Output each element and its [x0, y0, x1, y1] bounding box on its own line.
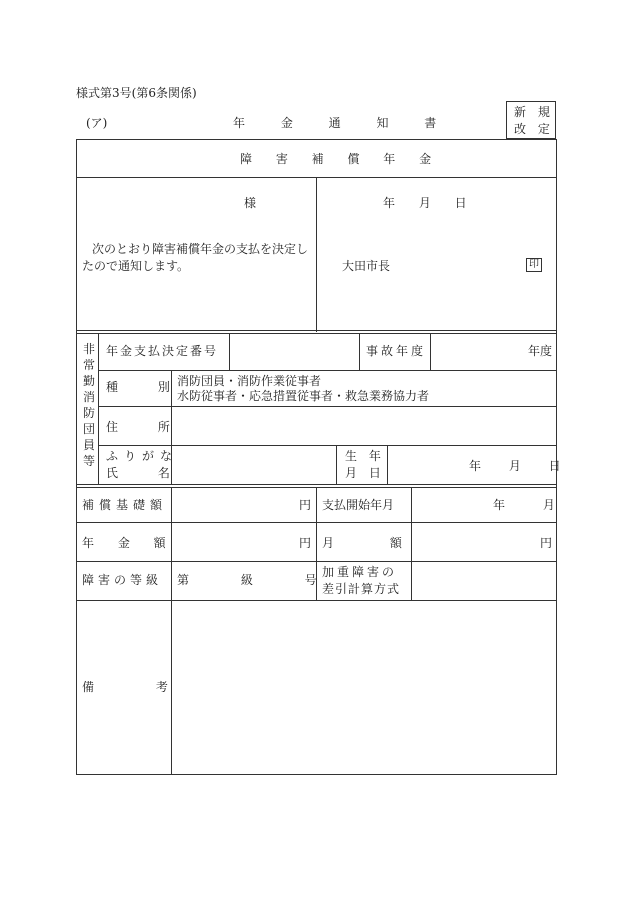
seal-mark: 印: [526, 258, 542, 272]
divider: [76, 484, 557, 485]
frame-left: [76, 139, 77, 774]
divider: [76, 522, 557, 523]
notice-date: 年 月 日: [383, 196, 467, 210]
base-amount-label: 補償基礎額: [82, 498, 168, 512]
divider: [411, 487, 412, 600]
divider: [430, 333, 431, 370]
divider: [229, 333, 230, 370]
divider: [387, 445, 388, 484]
payment-start-value: 年 月: [493, 498, 555, 512]
payment-start-label: 支払開始年月: [322, 498, 395, 512]
divider: [76, 600, 557, 601]
deduction-method-label-2: 差引計算方式: [322, 582, 401, 596]
divider: [76, 561, 557, 562]
birth-value: 年 月 日: [469, 459, 561, 473]
notice-text-line2: たので通知します。: [82, 259, 190, 273]
badge-new: 新 規: [514, 105, 554, 119]
base-amount-unit: 円: [299, 498, 312, 512]
divider: [98, 445, 557, 446]
deduction-method-label-1: 加重障害の: [322, 565, 398, 579]
divider: [98, 370, 557, 371]
label-a: (ア): [86, 116, 108, 130]
accident-year-unit: 年度: [528, 344, 553, 358]
frame-right: [556, 139, 557, 774]
issuer: 大田市長: [342, 259, 391, 273]
divider: [171, 487, 172, 774]
furigana-label: ふりがな: [106, 449, 179, 463]
divider: [359, 333, 360, 370]
frame-bottom: [76, 774, 557, 775]
divider: [76, 330, 557, 331]
badge-revised: 改 定: [514, 122, 554, 136]
pension-amount-label: 年 金 額: [82, 536, 166, 550]
addressee-sama: 様: [244, 196, 257, 210]
birth-label-2: 月 日: [345, 466, 381, 480]
section-title: 障 害 補 償 年 金: [240, 152, 442, 166]
type-label: 種 別: [106, 380, 170, 394]
divider: [316, 177, 317, 332]
divider: [76, 333, 557, 334]
divider: [98, 333, 99, 484]
disability-grade-value: 第 級 号: [177, 573, 317, 587]
name-label: 氏 名: [106, 466, 170, 480]
frame-top: [76, 139, 557, 140]
address-label: 住 所: [106, 420, 170, 434]
notice-text-line1: 次のとおり障害補償年金の支払を決定し: [92, 242, 309, 256]
form-number: 様式第3号(第6条関係): [76, 86, 197, 100]
divider: [171, 370, 172, 484]
disability-grade-label: 障害の等級: [82, 573, 163, 587]
accident-year-label: 事故年度: [366, 344, 427, 358]
document-title: 年 金 通 知 書: [233, 116, 453, 130]
divider: [336, 445, 337, 484]
monthly-amount-unit: 円: [540, 536, 553, 550]
decision-number-label: 年金支払決定番号: [106, 344, 219, 358]
divider: [98, 406, 557, 407]
type-value-1: 消防団員・消防作業従事者: [177, 374, 322, 388]
birth-label-1: 生 年: [345, 449, 381, 463]
pension-amount-unit: 円: [299, 536, 312, 550]
remarks-label: 備 考: [82, 680, 168, 694]
type-value-2: 水防従事者・応急措置従事者・救急業務協力者: [177, 389, 430, 403]
vertical-label: 非常勤消防団員等: [82, 342, 95, 468]
monthly-amount-label: 月 額: [322, 536, 402, 550]
